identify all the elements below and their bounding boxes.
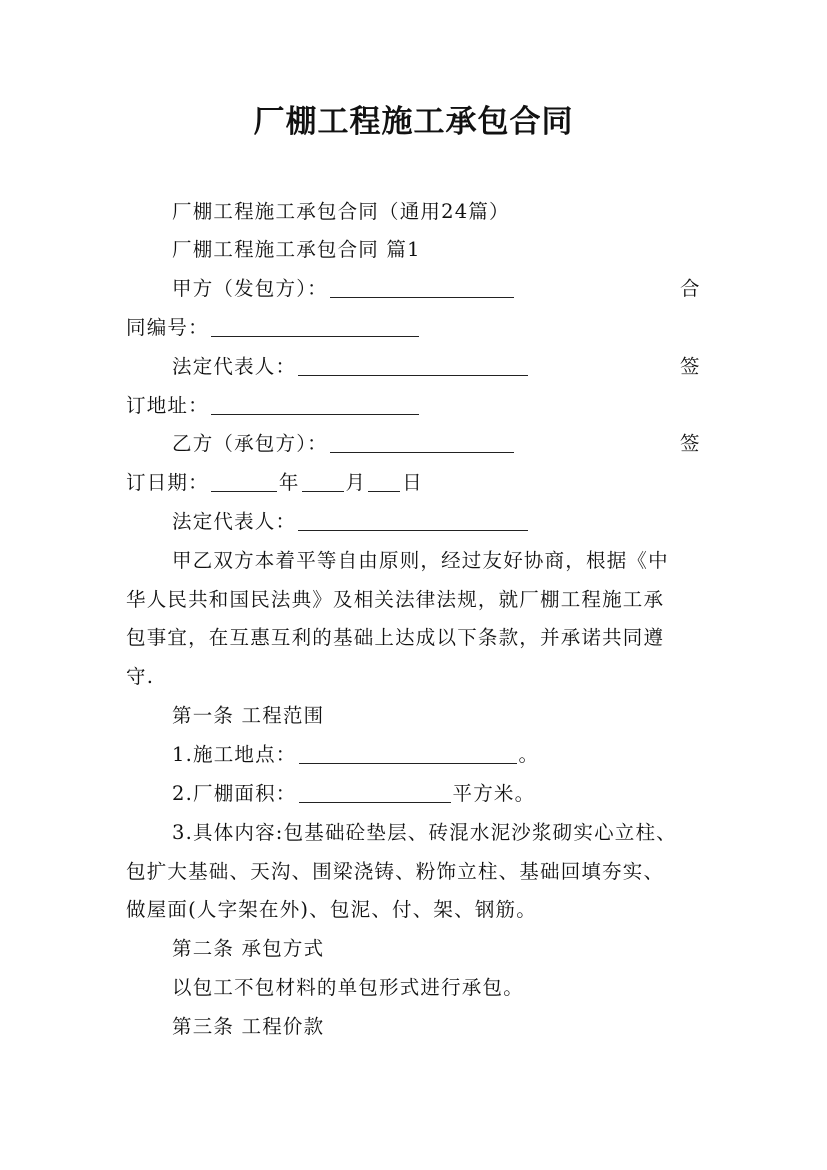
sign-date-label: 订日期： [126,471,209,494]
year-blank [211,471,277,492]
contract-no-blank [211,316,419,337]
intro-line-1: 甲乙双方本着平等自由原则，经过友好协商，根据《中 [172,549,669,572]
party-b-line [126,425,762,463]
item-3-line-3: 做屋面(人字架在外)、包泥、付、架、钢筋。 [126,898,537,921]
contract-no-line [126,309,716,347]
item-2-label: 2.厂棚面积： [172,782,297,805]
article-2-body: 以包工不包材料的单包形式进行承包。 [172,976,524,999]
month-blank [302,471,344,492]
party-a-label: 甲方（发包方）： [172,277,328,300]
section-heading: 厂棚工程施工承包合同 篇1 [172,238,421,261]
contract-no-label: 同编号： [126,316,209,339]
item-2-line [126,775,762,813]
rep-blank-2 [298,510,528,531]
sign-date-line [126,464,716,502]
rep-line-1 [126,348,762,386]
sign-date-char: 签 [680,432,701,455]
year-label: 年 [278,471,300,494]
month-label: 月 [345,471,367,494]
sign-place-blank [211,394,419,415]
item-1-label: 1.施工地点： [172,743,297,766]
item-2-end: 平方米。 [452,782,536,805]
sign-place-line [126,387,716,425]
sign-place-label: 订地址： [126,394,209,417]
intro-line-2: 华人民共和国民法典》及相关法律法规，就厂棚工程施工承 [126,588,665,611]
item-3-line-2: 包扩大基础、天沟、围梁浇铸、粉饰立柱、基础回填夯实、 [126,860,665,883]
rep-line-2 [126,503,762,541]
rep-blank-1 [298,355,528,376]
article-1-heading: 第一条 工程范围 [172,704,325,727]
item-1-end: 。 [518,743,540,766]
article-2-heading: 第二条 承包方式 [172,937,325,960]
day-label: 日 [402,471,423,494]
party-b-blank [330,432,514,453]
item-2-blank [299,782,451,803]
rep-label-1: 法定代表人： [172,355,297,378]
document-title: 厂棚工程施工承包合同 [253,104,574,140]
day-blank [368,471,400,492]
party-b-label: 乙方（承包方）： [172,432,328,455]
party-a-line [126,270,762,308]
intro-line-3: 包事宜，在互惠互利的基础上达成以下条款，并承诺共同遵 [126,626,665,649]
article-3-heading: 第三条 工程价款 [172,1015,325,1038]
intro-line-4: 守. [126,665,155,688]
rep-label-2: 法定代表人： [172,510,297,533]
sign-place-char: 签 [680,355,701,378]
item-1-blank [299,743,517,764]
subtitle: 厂棚工程施工承包合同（通用24篇） [172,200,510,223]
item-3-line-1: 3.具体内容:包基础砼垫层、砖混水泥沙浆砌实心立柱、 [172,821,677,844]
party-a-blank [330,277,514,298]
contract-no-char: 合 [680,277,701,300]
item-1-line [126,736,762,774]
